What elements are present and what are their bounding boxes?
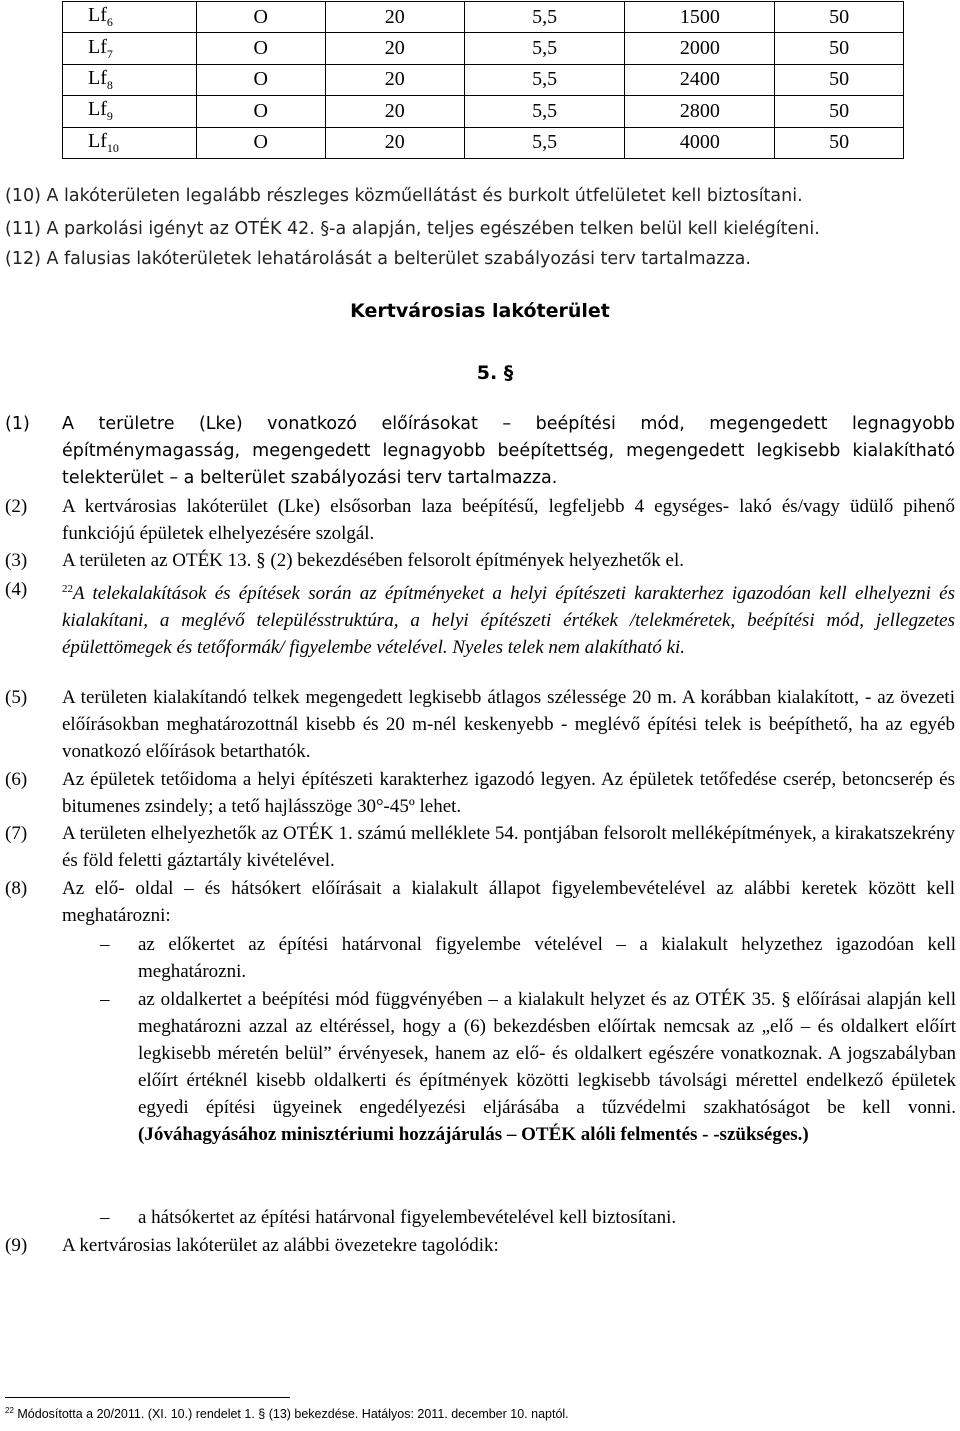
paragraph-11: (11) A parkolási igényt az OTÉK 42. §-a alapján, teljes egészében telken belül kell kielégíteni. bbox=[5, 219, 820, 239]
footnote-separator bbox=[5, 1397, 290, 1398]
footnote bbox=[5, 1406, 569, 1421]
item-6 bbox=[5, 766, 955, 820]
value-cell: 50 bbox=[775, 96, 904, 127]
section-number: 5. § bbox=[476, 362, 514, 384]
mode-cell: O bbox=[196, 127, 325, 158]
zone-index: 7 bbox=[106, 46, 113, 61]
table-row bbox=[63, 96, 904, 127]
zone-index: 8 bbox=[106, 77, 113, 92]
value-cell: 5,5 bbox=[464, 96, 625, 127]
zone-code: Lf bbox=[88, 35, 107, 58]
value-cell: 20 bbox=[325, 2, 464, 33]
value-cell: 5,5 bbox=[464, 127, 625, 158]
footnote-text: Módosította a 20/2011. (XI. 10.) rendelet 1. § (13) bekezdése. Hatályos: 2011. december 10. naptól. bbox=[17, 1407, 569, 1421]
item-9 bbox=[5, 1232, 955, 1259]
paragraph-12: (12) A falusias lakóterületek lehatárolását a belterület szabályozási terv tartalmazza. bbox=[5, 249, 751, 269]
zone-code: Lf bbox=[88, 98, 107, 121]
item-1 bbox=[5, 411, 955, 492]
item-number: (8) bbox=[5, 878, 28, 899]
dash-marker: – bbox=[100, 1207, 110, 1228]
paragraph-10: (10) A lakóterületen legalább részleges közműellátást és burkolt útfelületet kell biztosítani. bbox=[5, 186, 803, 206]
value-cell: 20 bbox=[325, 64, 464, 95]
zone-code: Lf bbox=[88, 4, 107, 27]
approval-note: (Jóváhagyásához minisztériumi hozzájárulás – OTÉK alóli felmentés - -szükséges.) bbox=[138, 1124, 809, 1145]
item-number: (5) bbox=[5, 687, 28, 708]
zone-index: 6 bbox=[106, 15, 113, 30]
value-cell: 2800 bbox=[625, 96, 775, 127]
item-number: (1) bbox=[5, 414, 30, 434]
table-row bbox=[63, 127, 904, 158]
item-text: A területen elhelyezhetők az OTÉK 1. számú melléklete 54. pontjában felsorolt melléképítmények, a kirakatszekrény és föld feletti gáztartály kivételével. bbox=[62, 823, 955, 871]
item-7 bbox=[5, 820, 955, 874]
value-cell: 5,5 bbox=[464, 64, 625, 95]
value-cell: 20 bbox=[325, 127, 464, 158]
item-4 bbox=[5, 576, 955, 661]
value-cell: 5,5 bbox=[464, 2, 625, 33]
dash-item-side-yard bbox=[100, 986, 956, 1148]
value-cell: 50 bbox=[775, 127, 904, 158]
value-cell: 2000 bbox=[625, 33, 775, 64]
dash-marker: – bbox=[100, 934, 110, 955]
value-cell: 5,5 bbox=[464, 33, 625, 64]
item-2 bbox=[5, 493, 955, 547]
mode-cell: O bbox=[196, 33, 325, 64]
zone-code: Lf bbox=[88, 66, 107, 89]
item-5 bbox=[5, 684, 955, 765]
value-cell: 20 bbox=[325, 96, 464, 127]
item-text: A telekalakítások és építések során az építményeket a helyi építészeti karakterhez igazodóan kell elhelyezni és kialakítani, a meglévő településstruktúra, a helyi építészeti értékek /telekméretek, beépítési mód, jellegzetes épülettömegek és tetőformák/ figyelembe vételével. Nyeles telek nem alakítható ki. bbox=[62, 583, 955, 658]
item-number: (6) bbox=[5, 769, 28, 790]
item-number: (7) bbox=[5, 823, 28, 844]
dash-item-text: az előkertet az építési határvonal figyelembe vételével – a kialakult helyzethez igazodóan kell meghatározni. bbox=[138, 934, 956, 982]
item-text: A kertvárosias lakóterület az alábbi övezetekre tagolódik: bbox=[62, 1235, 499, 1256]
dash-item-back-yard bbox=[100, 1204, 956, 1231]
zone-cell bbox=[63, 127, 197, 158]
value-cell: 50 bbox=[775, 2, 904, 33]
mode-cell: O bbox=[196, 96, 325, 127]
mode-cell: O bbox=[196, 2, 325, 33]
zone-cell bbox=[63, 33, 197, 64]
item-text: A kertvárosias lakóterület (Lke) elsősorban laza beépítésű, legfeljebb 4 egységes- lakó és/vagy üdülő pihenő funkciójú épületek elhelyezésére szolgál. bbox=[62, 496, 955, 544]
item-text: Az épületek tetőidoma a helyi építészeti karakterhez igazodó legyen. Az épületek tetőfedése cserép, betoncserép és bitumenes zsindely; a tető hajlásszöge 30°-45º lehet. bbox=[62, 769, 955, 817]
item-3 bbox=[5, 547, 955, 574]
section-heading: Kertvárosias lakóterület bbox=[350, 300, 610, 322]
zone-index: 9 bbox=[106, 109, 113, 124]
value-cell: 2400 bbox=[625, 64, 775, 95]
zone-code: Lf bbox=[88, 129, 107, 152]
item-text: A területen kialakítandó telkek megengedett legkisebb átlagos szélessége 20 m. A korábban kialakított, - az övezeti előírásokban meghatározottnál kisebb és 20 m-nél keskenyebb - meglévő építési telek is beépíthető, ha az egyéb vonatkozó előírások betarthatók. bbox=[62, 687, 955, 762]
item-number: (3) bbox=[5, 550, 28, 571]
value-cell: 4000 bbox=[625, 127, 775, 158]
item-text: Az elő- oldal – és hátsókert előírásait a kialakult állapot figyelembevételével az alábbi keretek között kell meghatározni: bbox=[62, 878, 955, 926]
item-text: A területre (Lke) vonatkozó előírásokat – beépítési mód, megengedett legnagyobb építménymagasság, megengedett legnagyobb beépítettség, megengedett legkisebb kialakítható telekterület – a belterület szabályozási terv tartalmazza. bbox=[62, 414, 955, 488]
zone-index: 10 bbox=[106, 140, 119, 155]
mode-cell: O bbox=[196, 64, 325, 95]
table-row bbox=[63, 64, 904, 95]
value-cell: 1500 bbox=[625, 2, 775, 33]
value-cell: 20 bbox=[325, 33, 464, 64]
item-text: A területen az OTÉK 13. § (2) bekezdésében felsorolt építmények helyezhetők el. bbox=[62, 550, 685, 571]
dash-item-text: a hátsókertet az építési határvonal figyelembevételével kell biztosítani. bbox=[138, 1207, 677, 1228]
footnote-reference[interactable]: 22 bbox=[62, 583, 73, 595]
item-number: (4) bbox=[5, 579, 28, 600]
item-number: (9) bbox=[5, 1235, 28, 1256]
item-8 bbox=[5, 875, 955, 929]
zone-cell bbox=[63, 64, 197, 95]
zone-cell bbox=[63, 96, 197, 127]
zoning-parameters-table bbox=[62, 1, 904, 159]
table-row bbox=[63, 2, 904, 33]
table-row bbox=[63, 33, 904, 64]
zone-cell bbox=[63, 2, 197, 33]
item-number: (2) bbox=[5, 496, 28, 517]
footnote-number: 22 bbox=[5, 1406, 14, 1415]
value-cell: 50 bbox=[775, 33, 904, 64]
dash-item-front-yard bbox=[100, 931, 956, 985]
dash-marker: – bbox=[100, 989, 110, 1010]
dash-item-text: az oldalkertet a beépítési mód függvényében – a kialakult helyzet és az OTÉK 35. § előírásai alapján kell meghatározni azzal az eltéréssel, hogy a (6) bekezdésben előírtak nemcsak az „elő – és oldalkert előírt legkisebb méretén belül” érvényesek, hanem az elő- és oldalkert egészére vonatkoznak. A jogszabályban előírt értéknél kisebb oldalkerti és építmények közötti legkisebb távolsági mérettel endelkező épületek egyedi építési ügyeinek engedélyezési eljárásába a tűzvédelmi szakhatóságot be kell vonni. bbox=[138, 989, 956, 1118]
value-cell: 50 bbox=[775, 64, 904, 95]
